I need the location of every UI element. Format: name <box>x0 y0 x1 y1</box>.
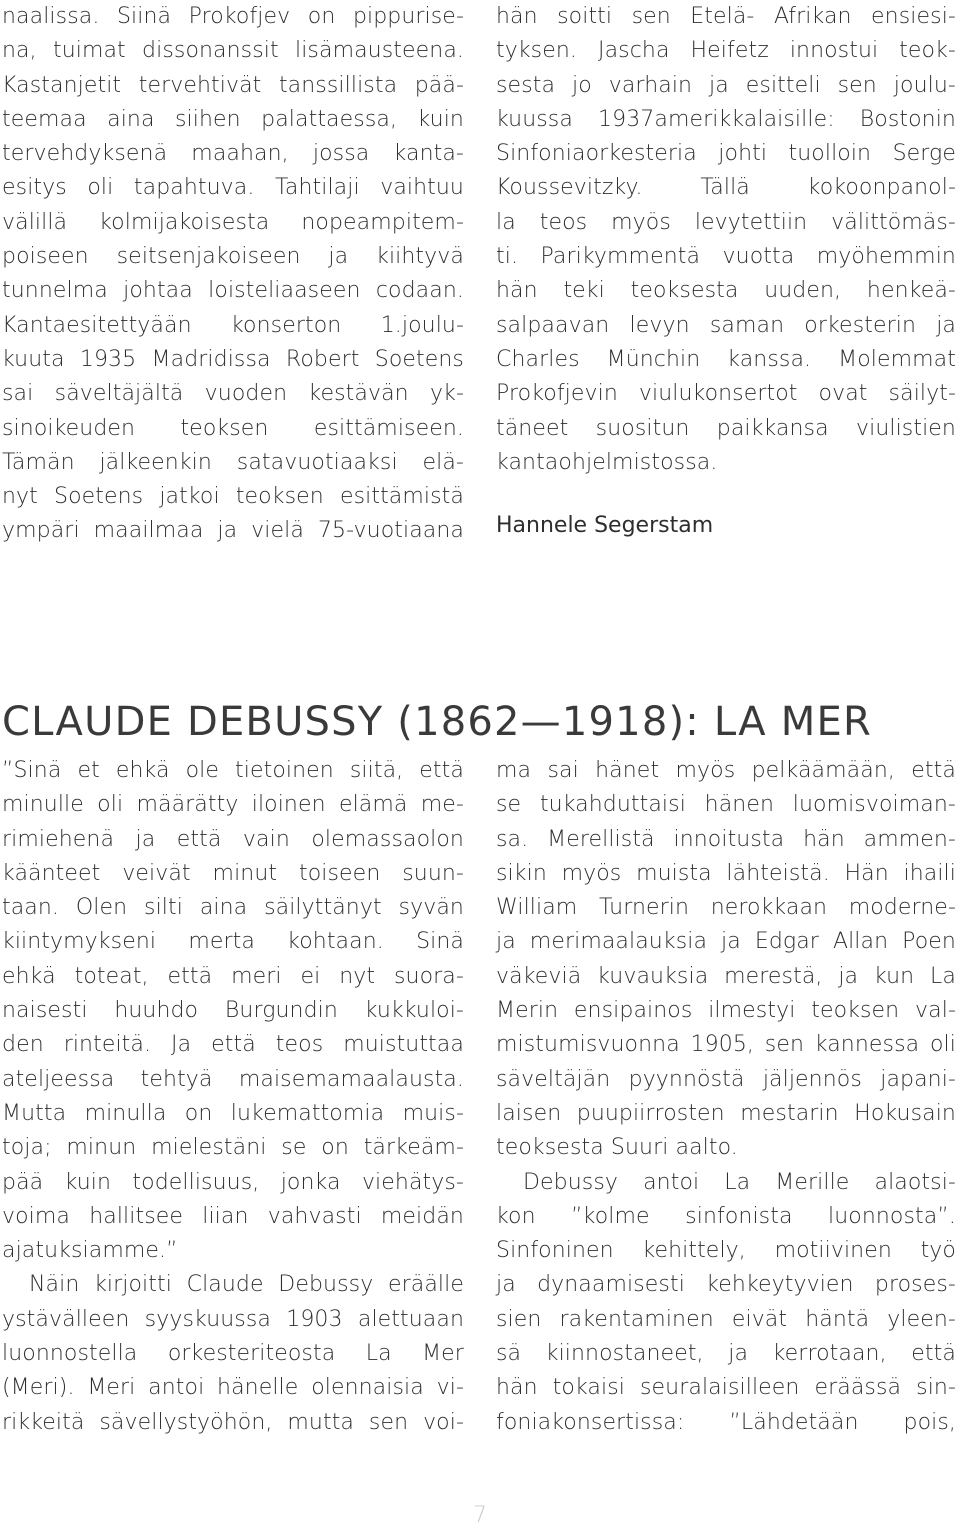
text-line: den rinteitä. Ja että teos muistuttaa <box>2 1032 464 1058</box>
text-line: sai säveltäjältä vuoden kestävän yk- <box>2 381 464 407</box>
text-line: poiseen seitsenjakoiseen ja kiihtyvä <box>2 244 464 270</box>
text-line: hän teki teoksesta uuden, henkeä- <box>496 278 956 304</box>
text-line: ma sai hänet myös pelkäämään, että <box>496 758 956 783</box>
text-line: laisen puupiirrosten mestarin Hokusain <box>496 1100 956 1126</box>
text-line: teoksesta Suuri aalto. <box>496 1135 738 1161</box>
text-line: sinoikeuden teoksen esittämiseen. <box>2 415 464 441</box>
text-line: kon ”kolme sinfonista luonnosta”. <box>496 1203 956 1229</box>
top-left-column <box>2 0 464 549</box>
text-line: luonnostella orkesteriteosta La Mer <box>2 1341 464 1367</box>
text-line: tyksen. Jascha Heifetz innostui teok- <box>496 38 956 64</box>
text-line: käänteet veivät minut toiseen suun- <box>2 860 464 886</box>
text-line: ja merimaalauksia ja Edgar Allan Poen <box>496 929 956 955</box>
text-line: foniakonsertissa: ”Lähdetään pois, <box>496 1409 956 1435</box>
text-line: sien rakentaminen eivät häntä yleen- <box>496 1306 956 1332</box>
text-line: tunnelma johtaa loisteliaaseen codaan. <box>2 278 464 304</box>
text-line: minulle oli määrätty iloinen elämä me- <box>2 792 464 818</box>
top-right-column <box>496 0 956 480</box>
text-line: tervehdyksenä maahan, jossa kanta- <box>2 141 464 167</box>
text-line: ateljeessa tehtyä maisemamaalausta. <box>2 1066 464 1092</box>
text-line: se tukahduttaisi hänen luomisvoiman- <box>496 792 956 818</box>
text-line: na, tuimat dissonanssit lisämausteena. <box>2 38 464 64</box>
text-line: täneet suositun paikkansa viulistien <box>496 415 956 441</box>
text-line: hän tokaisi seuralaisilleen eräässä sin- <box>496 1375 956 1401</box>
text-line: ympäri maailmaa ja vielä 75-vuotiaana <box>2 518 464 544</box>
text-line: la teos myös levytettiin välittömäs- <box>496 209 956 235</box>
text-line: sa. Merellistä innoitusta hän ammen- <box>496 826 956 852</box>
bottom-left-column <box>2 754 464 1440</box>
text-line: Sinfoninen kehittely, motiivinen työ <box>496 1238 956 1264</box>
text-line: rikkeitä sävellystyöhön, mutta sen voi- <box>2 1409 464 1435</box>
text-line: hän soitti sen Etelä- Afrikan ensiesi- <box>496 4 956 29</box>
text-line: mistumisvuonna 1905, sen kannessa oli <box>496 1032 956 1058</box>
text-line: voima hallitsee liian vahvasti meidän <box>2 1203 464 1229</box>
text-line: naalissa. Siinä Prokofjev on pippurise- <box>2 4 464 29</box>
text-line: naisesti huuhdo Burgundin kukkuloi- <box>2 998 464 1024</box>
bottom-right-column <box>496 754 956 1440</box>
text-line: sesta jo varhain ja esitteli sen joulu- <box>496 72 956 98</box>
text-line: kuuta 1935 Madridissa Robert Soetens <box>2 346 464 372</box>
text-line: Prokofjevin viulukonsertot ovat säilyt- <box>496 381 956 407</box>
text-line: sikin myös muista lähteistä. Hän ihaili <box>496 860 956 886</box>
text-line: nyt Soetens jatkoi teoksen esittämistä <box>2 484 464 510</box>
author-signature: Hannele Segerstam <box>496 513 714 538</box>
text-line: Tämän jälkeenkin satavuotiaaksi elä- <box>2 449 464 475</box>
text-line: sä kiinnostaneet, ja kerrotaan, että <box>496 1341 956 1367</box>
text-line: ja dynaamisesti kehkeytyvien proses- <box>496 1272 956 1298</box>
page-number: 7 <box>473 1503 487 1528</box>
text-line: Merin ensipainos ilmestyi teoksen val- <box>496 998 956 1024</box>
text-line: ti. Parikymmentä vuotta myöhemmin <box>496 244 956 270</box>
text-line: ehkä toteat, että meri ei nyt suora- <box>2 963 464 989</box>
text-line: Sinfoniaorkesteria johti tuolloin Serge <box>496 141 956 167</box>
text-line: kantaohjelmistossa. <box>496 449 718 475</box>
section-heading: CLAUDE DEBUSSY (1862—1918): LA MER <box>2 699 872 746</box>
text-line: Kastanjetit tervehtivät tanssillista pää- <box>2 72 464 98</box>
text-line: Näin kirjoitti Claude Debussy eräälle <box>29 1272 464 1298</box>
text-line: teemaa aina siihen palattaessa, kuin <box>2 106 464 132</box>
text-line: esitys oli tapahtuva. Tahtilaji vaihtuu <box>2 175 464 201</box>
text-line: ystävälleen syyskuussa 1903 alettuaan <box>2 1306 464 1332</box>
text-line: Kantaesitettyään konserton 1.joulu- <box>2 312 464 338</box>
text-line: kiintymykseni merta kohtaan. Sinä <box>2 929 464 955</box>
text-line: välillä kolmijakoisesta nopeampitem- <box>2 209 464 235</box>
text-line: kuussa 1937amerikkalaisille: Bostonin <box>496 106 956 132</box>
text-line: säveltäjän pyynnöstä jäljennös japani- <box>496 1066 956 1092</box>
text-line: salpaavan levyn saman orkesterin ja <box>496 312 956 338</box>
text-line: toja; minun mielestäni se on tärkeäm- <box>2 1135 464 1161</box>
text-line: ajatuksiamme.” <box>2 1238 178 1264</box>
text-line: Koussevitzky. Tällä kokoonpanol- <box>496 175 956 201</box>
text-line: pää kuin todellisuus, jonka viehätys- <box>2 1169 464 1195</box>
text-line: Charles Münchin kanssa. Molemmat <box>496 346 956 372</box>
text-line: Debussy antoi La Merille alaotsi- <box>523 1169 956 1195</box>
text-line: taan. Olen silti aina säilyttänyt syvän <box>2 895 464 921</box>
text-line: Mutta minulla on lukemattomia muis- <box>2 1100 464 1126</box>
text-line: ”Sinä et ehkä ole tietoinen siitä, että <box>2 758 464 783</box>
text-line: rimiehenä ja että vain olemassaolon <box>2 826 464 852</box>
text-line: William Turnerin nerokkaan moderne- <box>496 895 956 921</box>
text-line: väkeviä kuvauksia merestä, ja kun La <box>496 963 956 989</box>
text-line: (Meri). Meri antoi hänelle olennaisia vi- <box>2 1375 464 1401</box>
